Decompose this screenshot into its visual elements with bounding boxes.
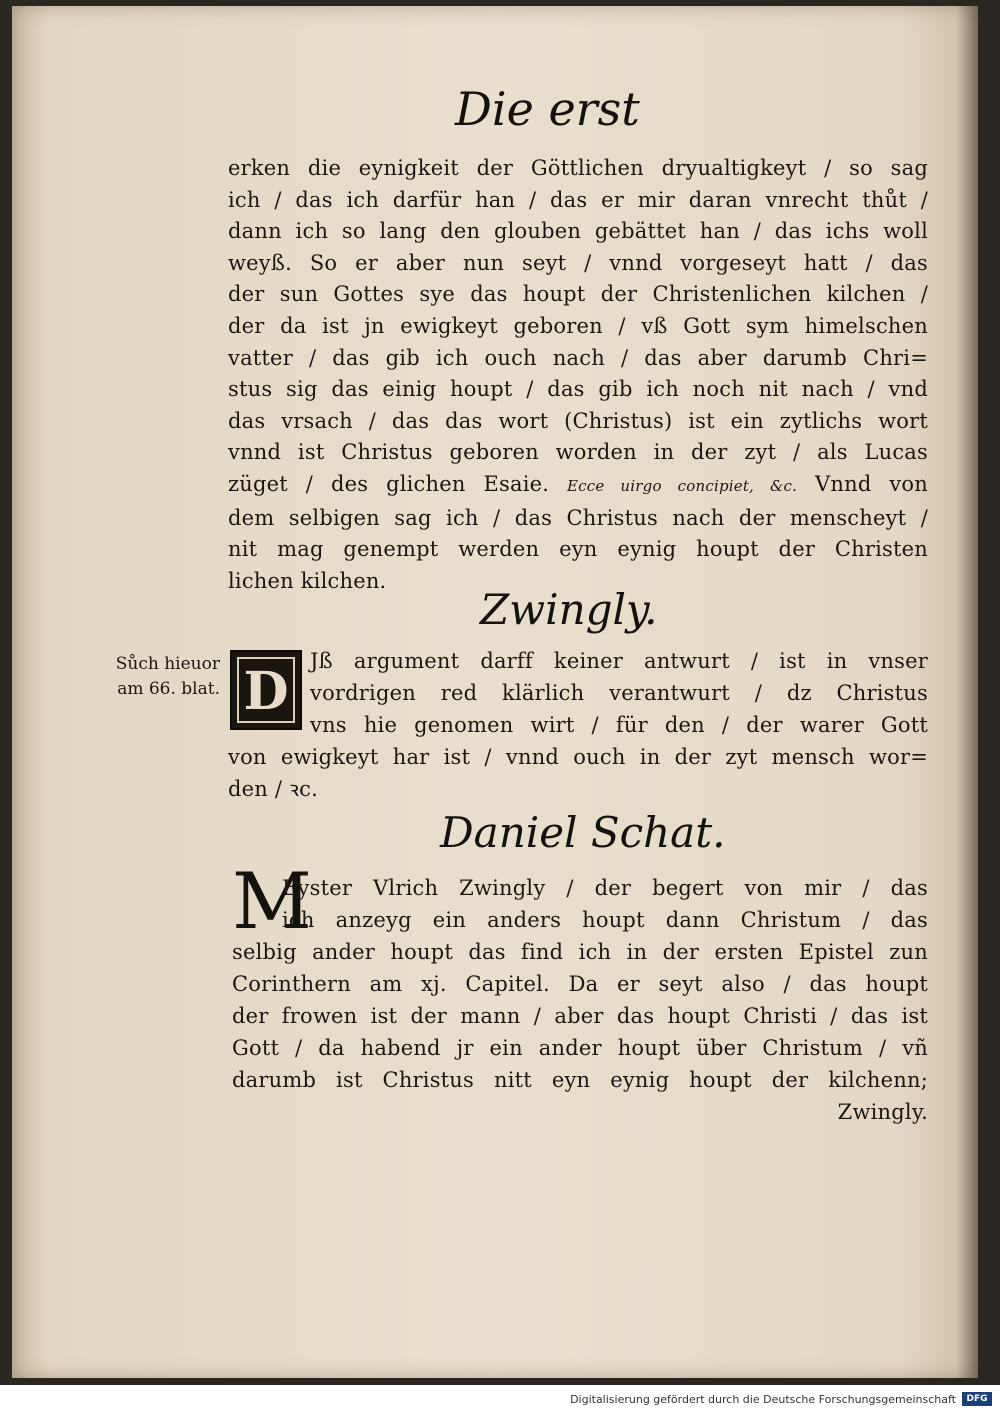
marginal-note-line: Sůch hieuor — [115, 654, 220, 674]
text-line: dann ich so lang den glouben gebättet han / das ichs woll — [228, 219, 928, 244]
initial-letter-m: M — [232, 857, 312, 947]
text-line: Corinthern am xj. Capitel. Da er seyt also / das houpt — [232, 972, 928, 996]
section-heading-zwingly: Zwingly. — [480, 585, 658, 634]
text-line: der frowen ist der mann / aber das houpt Christi / das ist — [232, 1004, 928, 1028]
text-line: ich / das ich darfür han / das er mir daran vnrecht thůt / — [228, 187, 928, 212]
text-line: ich anzeyg ein anders houpt dann Christum / das — [282, 908, 928, 932]
text-line: den / ꝛc. — [228, 777, 319, 801]
text-line: vatter / das gib ich ouch nach / das aber darumb Chri= — [228, 345, 928, 370]
text-block-1 — [228, 153, 928, 597]
text-line: das vrsach / das das wort (Christus) ist ein zytlichs wort — [228, 408, 928, 433]
text-line: von ewigkeyt har ist / vnnd ouch in der zyt mensch wor= — [228, 745, 928, 769]
initial-letter: D — [243, 661, 289, 722]
text-line: Gott / da habend jr ein ander houpt über Christum / vñ — [232, 1036, 928, 1060]
text-line: weyß. So er aber nun seyt / vnnd vorgeseyt hatt / das — [228, 250, 928, 275]
text-line-catchword: Zwingly. — [837, 1100, 928, 1124]
text-segment: Vnnd von — [815, 471, 928, 496]
text-line: dem selbigen sag ich / das Christus nach der menscheyt / — [228, 505, 928, 530]
text-line: erken die eynigkeit der Göttlichen dryualtigkeyt / so sag — [228, 156, 928, 180]
section-heading-daniel-schat: Daniel Schat. — [440, 808, 726, 857]
text-line: stus sig das einig houpt / das gib ich noch nit nach / vnd — [228, 377, 928, 402]
text-line: darumb ist Christus nitt eyn eynig houpt der kilchenn; — [232, 1068, 928, 1092]
text-line-with-latin — [228, 469, 928, 503]
running-head: Die erst — [455, 82, 640, 136]
text-block-2 — [228, 645, 928, 805]
page-edge-shadow — [956, 6, 978, 1378]
footer-credit: Digitalisierung gefördert durch die Deutsche Forschungsgemeinschaft — [570, 1393, 956, 1406]
text-segment: züget / des glichen Esaie. — [228, 471, 550, 496]
text-line: vordrigen red klärlich verantwurt / dz Christus — [310, 681, 928, 705]
text-line: Jß argument darff keiner antwurt / ist in vnser — [310, 649, 928, 673]
dfg-logo-icon: DFG — [962, 1392, 992, 1406]
marginal-note — [100, 652, 220, 702]
text-line: selbig ander houpt das find ich in der ersten Epistel zun — [232, 940, 928, 964]
text-line: nit mag genempt werden eyn eynig houpt der Christen — [228, 537, 928, 562]
text-line: lichen kilchen. — [228, 568, 387, 593]
text-line: vnnd ist Christus geboren worden in der zyt / als Lucas — [228, 440, 928, 465]
text-line: vns hie genomen wirt / für den / der warer Gott — [310, 713, 928, 737]
latin-quotation: Ecce uirgo concipiet, &c. — [567, 476, 798, 495]
text-line: der sun Gottes sye das houpt der Christenlichen kilchen / — [228, 282, 928, 307]
text-block-3 — [232, 872, 928, 1128]
text-line: Eyster Vlrich Zwingly / der begert von mir / das — [282, 876, 928, 900]
text-line: der da ist jn ewigkeyt geboren / vß Gott sym himelschen — [228, 313, 928, 338]
marginal-note-line: am 66. blat. — [117, 679, 220, 699]
